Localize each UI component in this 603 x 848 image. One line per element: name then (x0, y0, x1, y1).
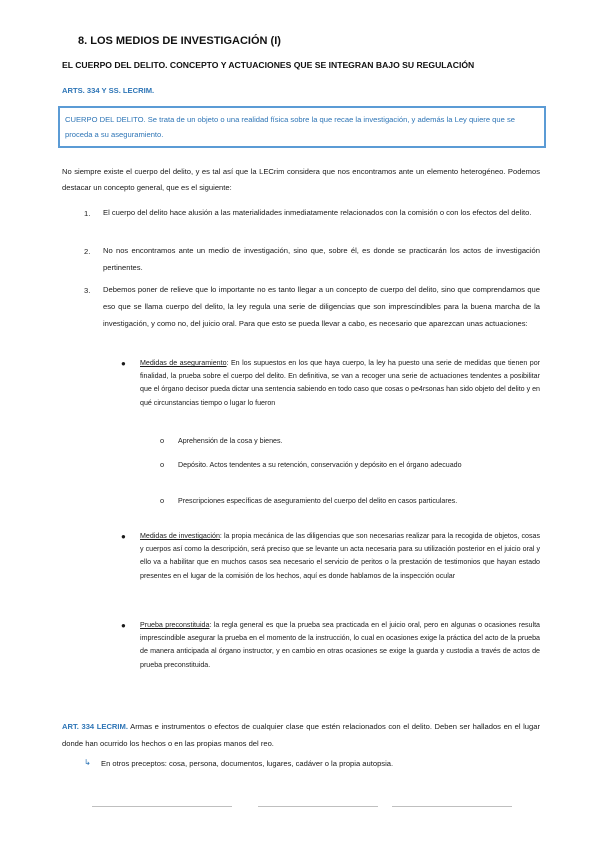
bullet-icon: ● (121, 532, 126, 541)
sub-item-text: Prescripciones específicas de aseguramiento del cuerpo del delito en casos particulares. (178, 497, 458, 505)
sub-bullet-icon: o (160, 496, 165, 505)
definition-text: CUERPO DEL DELITO. Se trata de un objeto o una realidad física sobre la que recae la investigación, y además la Ley quiere que se proceda a su aseguramiento. (65, 115, 515, 139)
list-number: 3. (84, 286, 91, 295)
section-title: 8. LOS MEDIOS DE INVESTIGACIÓN (I) (78, 35, 281, 47)
footer-divider (392, 806, 512, 807)
bullet-item (140, 357, 540, 410)
bullet-item (140, 530, 540, 583)
list-number: 1. (84, 209, 91, 218)
bullet-icon: ● (121, 621, 126, 630)
bullet-text: : En los supuestos en los que haya cuerpo, la ley ha puesto una serie de medidas que tienen por finalidad, la prueba sobre el cuerpo del delito. En definitiva, se van a recoger una serie de actuaciones tendentes a posibilitar que el órgano decisor pueda dictar una sentencia sabiendo en todo caso que cosas o pe4rsonas han sido objeto del delito y en qué circunstancias tiempo o lugar lo fueron (140, 359, 540, 407)
section-subtitle: EL CUERPO DEL DELITO. CONCEPTO Y ACTUACIONES QUE SE INTEGRAN BAJO SU REGULACIÓN (62, 60, 475, 70)
sub-item-text: Depósito. Actos tendentes a su retención, conservación y depósito en el órgano adecuado (178, 461, 462, 469)
articles-reference: ARTS. 334 Y SS. LECRIM. (62, 86, 155, 95)
footer-divider (258, 806, 378, 807)
definition-box (58, 106, 546, 148)
sub-bullet-icon: o (160, 460, 165, 469)
arrow-return-icon: ↳ (84, 758, 91, 767)
numbered-item-text: El cuerpo del delito hace alusión a las materialidades inmediatamente relacionados con la comisión o con los efectos del delito. (103, 208, 532, 217)
bullet-text: : la regla general es que la prueba sea practicada en el juicio oral, pero en algunas o ocasiones resulta imprescindible asegurar la prueba en el momento de la instrucción, lo cual en ocasiones exige la práctica del acto de la prueba de manera anticipada al órgano instructor, y en cambio en otras ocasiones se exige la guarda y custodia a través de actos de prueba preconstituida. (140, 621, 540, 669)
numbered-item-text: Debemos poner de relieve que lo importante no es tanto llegar a un concepto de cuerpo del delito, sino que comprendamos que eso que se llama cuerpo del delito, la ley regula una serie de diligencias que son imprescindibles para la buena marcha de la investigación, y como no, del juicio oral. Para que esto se pueda llevar a cabo, es necesario que aparezcan unas actuaciones: (103, 285, 540, 328)
sub-bullet-icon: o (160, 436, 165, 445)
bullet-label: Medidas de investigación (140, 532, 220, 540)
footer-divider (92, 806, 232, 807)
bullet-item (140, 619, 540, 672)
bullet-icon: ● (121, 359, 126, 368)
intro-paragraph: No siempre existe el cuerpo del delito, y es tal así que la LECrim considera que nos encontramos ante un elemento heterogéneo. Podemos destacar un concepto general, que es el siguiente: (62, 167, 540, 192)
bullet-text: : la propia mecánica de las diligencias que son necesarias realizar para la recogida de objetos, cosas y cuerpos así como la descripción, será preciso que se levante un acta necesaria para su utilización posterior en el juicio oral y ello va a habilitar que en muchos casos sea necesario el servicio de peritos o la prestación de testimonios que hayan estado presentes en el lugar de la comisión de los hechos, aquí es donde hablamos de la inspección ocular (140, 532, 540, 580)
art334-label: ART. 334 LECRIM. (62, 722, 128, 731)
art334-text: Armas e instrumentos o efectos de cualquier clase que estén relacionados con el delito. Deben ser hallados en el lugar donde han ocurrido los hechos o en las propias manos del reo. (62, 722, 540, 748)
art334-paragraph (62, 718, 540, 752)
sub-item-text: Aprehensión de la cosa y bienes. (178, 437, 283, 445)
list-number: 2. (84, 247, 91, 256)
arrow-note-text: En otros preceptos: cosa, persona, documentos, lugares, cadáver o la propia autopsia. (101, 759, 394, 768)
bullet-label: Medidas de aseguramiento (140, 359, 227, 367)
bullet-label: Prueba preconstituida (140, 621, 210, 629)
numbered-item-text: No nos encontramos ante un medio de investigación, sino que, sobre él, es donde se practicarán los actos de investigación pertinentes. (103, 246, 540, 272)
